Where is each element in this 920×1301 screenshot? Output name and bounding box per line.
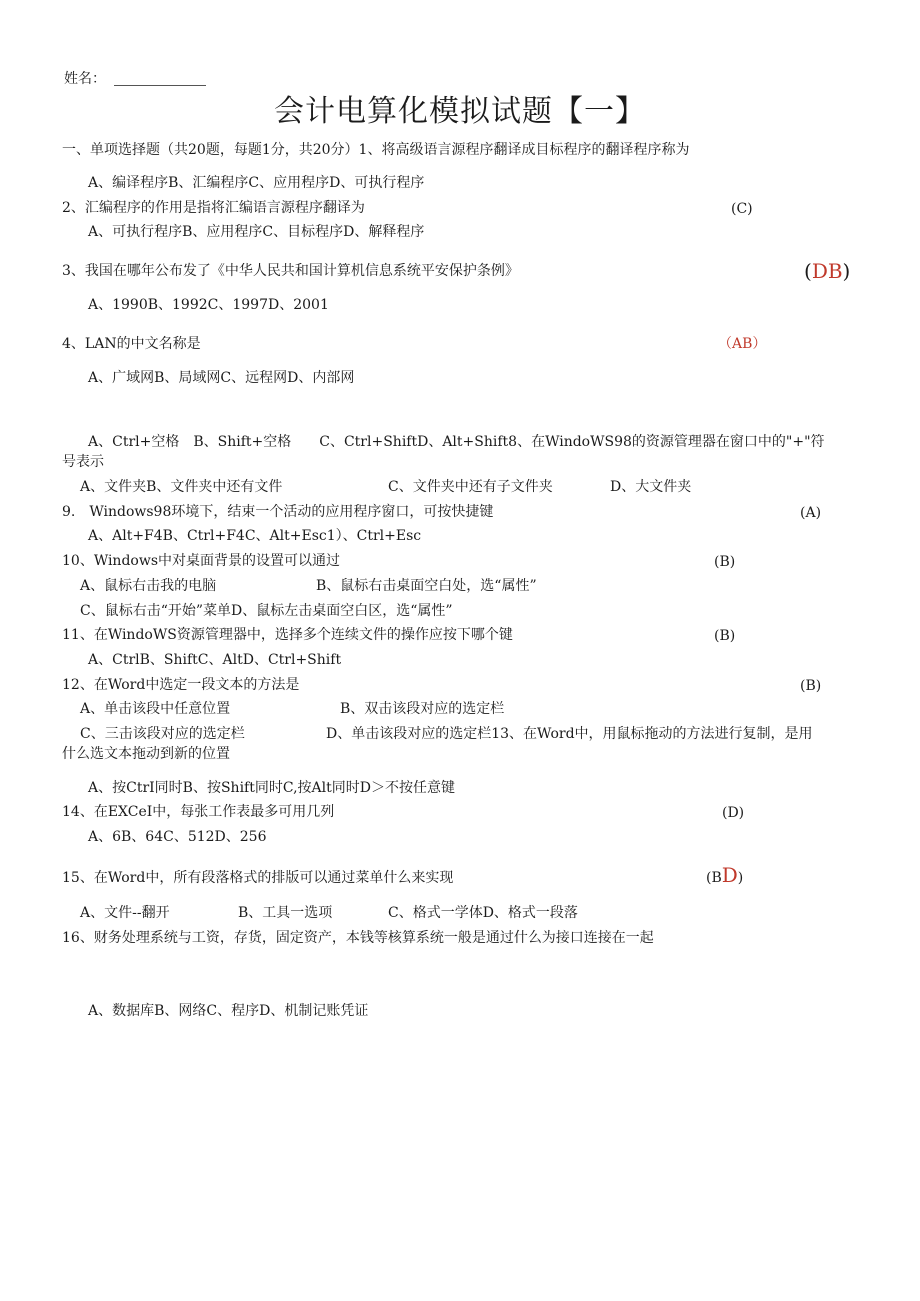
option-line: A、1990B、1992C、1997D、2001 (88, 297, 329, 313)
question-line: 2、汇编程序的作用是指将汇编语言源程序翻译为 (62, 200, 365, 216)
question-line: 12、在Word中选定一段文本的方法是 (62, 677, 300, 693)
answer-mark-red (706, 864, 743, 889)
question-line: 号表示 (62, 454, 104, 470)
question-line: 什么选文本拖动到新的位置 (62, 746, 230, 762)
answer-paren: ) (737, 870, 744, 886)
name-blank-line (114, 85, 206, 86)
question-line: 4、LAN的中文名称是 (62, 336, 201, 352)
option-line: A、按CtrI同时B、按Shift同时C,按Alt同时D＞不按任意键 (88, 780, 455, 796)
answer-mark-red (804, 259, 850, 283)
answer-mark: (B) (800, 678, 822, 694)
option-line: C、三击该段对应的选定栏 (80, 726, 245, 742)
answer-paren: ) (842, 259, 851, 283)
option-line: A、鼠标右击我的电脑 (80, 578, 217, 594)
option-line: A、文件夹B、文件夹中还有文件 (80, 479, 283, 495)
option-line: C、格式一学体D、格式一段落 (388, 905, 578, 921)
option-line: D、大文件夹 (610, 479, 692, 495)
question-line: 9. Windows98环境下，结束一个活动的应用程序窗口，可按快捷键 (62, 504, 494, 520)
option-line: C、文件夹中还有子文件夹 (388, 479, 553, 495)
answer-mark-red: （AB） (718, 336, 767, 352)
option-line: D、单击该段对应的选定栏13、在Word中，用鼠标拖动的方法进行复制，是用 (326, 726, 813, 742)
answer-red-text: D (721, 863, 738, 887)
option-line: A、数据库B、网络C、程序D、机制记账凭证 (88, 1003, 369, 1019)
question-line: 3、我国在哪年公布发了《中华人民共和国计算机信息系统平安保护条例》 (62, 263, 519, 279)
option-line: A、Ctrl+空格 B、Shift+空格 C、Ctrl+ShiftD、Alt+Shift8、在WindoWS98的资源管理器在窗口中的"+"符 (88, 434, 825, 450)
page-title: 会计电算化模拟试题【一】 (274, 94, 646, 129)
answer-mark: (B) (714, 554, 736, 570)
option-line: C、鼠标右击“开始”菜单D、鼠标左击桌面空白区，选“属性” (80, 603, 453, 619)
option-line: A、编译程序B、汇编程序C、应用程序D、可执行程序 (88, 175, 425, 191)
option-line: A、文件--翻开 (80, 905, 170, 921)
answer-red-text: DB (811, 259, 843, 283)
question-line: 16、财务处理系统与工资，存货，固定资产，本钱等核算系统一般是通过什么为接口连接在一起 (62, 930, 654, 946)
question-line: 14、在EXCeI中，每张工作表最多可用几列 (62, 804, 335, 820)
option-line: B、鼠标右击桌面空白处，选“属性” (316, 578, 537, 594)
answer-mark: (D) (722, 805, 745, 821)
answer-paren: ( (804, 259, 812, 283)
name-label: 姓名： (64, 71, 106, 87)
option-line: A、CtrlB、ShiftC、AltD、Ctrl+Shift (88, 652, 342, 668)
answer-mark: (B) (714, 628, 736, 644)
question-line: 15、在Word中，所有段落格式的排版可以通过菜单什么来实现 (62, 870, 454, 886)
question-line: 一、单项选择题（共20题，每题1分，共20分）1、将高级语言源程序翻译成目标程序的翻译程序称为 (62, 142, 690, 158)
option-line: A、广域网B、局域网C、远程网D、内部网 (88, 370, 355, 386)
question-line: 11、在WindoWS资源管理器中，选择多个连续文件的操作应按下哪个键 (62, 627, 513, 643)
answer-paren: (B (706, 870, 722, 886)
option-line: A、可执行程序B、应用程序C、目标程序D、解释程序 (88, 224, 425, 240)
answer-mark: (C) (731, 201, 753, 217)
option-line: A、Alt+F4B、Ctrl+F4C、Alt+Esc1）、Ctrl+Esc (88, 528, 422, 544)
option-line: A、单击该段中任意位置 (80, 701, 231, 717)
answer-mark: (A) (800, 505, 822, 521)
option-line: B、工具一选项 (238, 905, 333, 921)
option-line: A、6B、64C、512D、256 (88, 829, 267, 845)
question-line: 10、Windows中对桌面背景的设置可以通过 (62, 553, 341, 569)
option-line: B、双击该段对应的选定栏 (340, 701, 505, 717)
